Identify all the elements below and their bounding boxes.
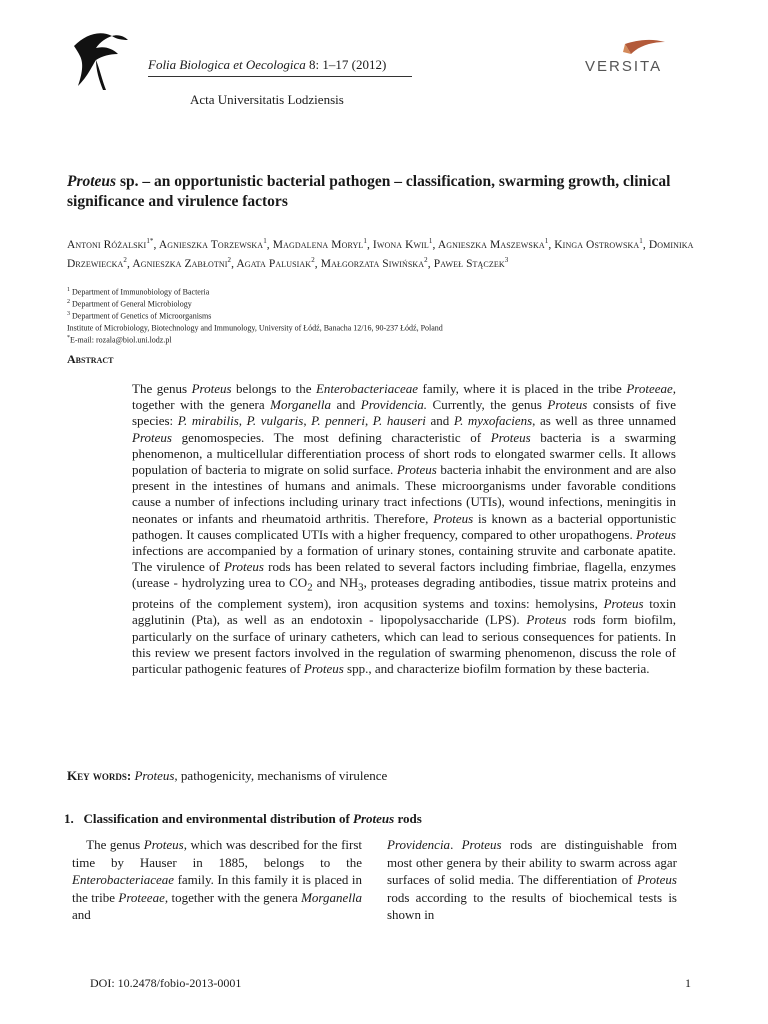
affiliation: $^3$ Department of Genetics of Microorganisms <box>67 311 212 321</box>
author: Antoni Różalski <box>67 238 147 251</box>
keywords-label: Key words: <box>67 768 132 783</box>
journal-bird-logo <box>66 26 146 92</box>
body-column-left: The genus Proteus, which was described for the first time by Hauser in 1885, belongs to the Enterobacteriaceae family. In this family it is placed in the tribe Proteeae, together with the genera Morganella and <box>72 837 363 922</box>
page-number: 1 <box>685 976 691 990</box>
author: Magdalena Moryl <box>272 238 364 251</box>
abstract-heading: Abstract <box>67 352 114 366</box>
title-italic: Proteus <box>67 173 117 190</box>
author: Dominika Drzewiecka <box>67 238 694 270</box>
university-name: Acta Universitatis Lodziensis <box>190 92 344 107</box>
author-list: Antoni Różalski$^{1*}$, Agnieszka Torzewska$^1$, Magdalena Moryl$^1$, Iwona Kwil$^1$, Agnieszka Maszewska$^1$, Kinga Ostrowska$^1$, Dominika Drzewiecka$^2$, Agnieszka Zabłotni$^2$, Agata Palusiak$^2$, Małgorzata Siwińska$^2$, Paweł Stączek$^3$ <box>67 237 694 270</box>
affiliation: $^1$ Department of Immunobiology of Bacteria <box>67 287 210 297</box>
doi: DOI: 10.2478/fobio-2013-0001 <box>90 976 242 990</box>
author: Paweł Stączek <box>433 257 505 270</box>
journal-issue: 8: 1–17 (2012) <box>305 57 387 72</box>
journal-underline <box>148 76 412 77</box>
author: Iwona Kwil <box>372 238 429 251</box>
title-rest: sp. – an opportunistic bacterial pathogen – classification, swarming growth, clinical significance and virulence factors <box>67 173 671 210</box>
corresponding-email: *E-mail: rozala@biol.uni.lodz.pl <box>67 335 172 345</box>
author: Agata Palusiak <box>236 257 312 270</box>
author: Agnieszka Torzewska <box>158 238 264 251</box>
author: Kinga Ostrowska <box>554 238 640 251</box>
author: Agnieszka Zabłotni <box>132 257 228 270</box>
author: Małgorzata Siwińska <box>320 257 425 270</box>
affiliation-institute: Institute of Microbiology, Biotechnology and Immunology, University of Łódź, Banacha 12/16, 90-237 Łódź, Poland <box>67 323 443 333</box>
versita-logo-text: VERSITA <box>585 58 663 75</box>
keywords: Key words: Proteus, pathogenicity, mechanisms of virulence <box>67 768 388 783</box>
section-heading: 1. Classification and environmental distribution of Proteus rods <box>64 811 422 826</box>
author: Agnieszka Maszewska <box>437 238 545 251</box>
affiliation: $^2$ Department of General Microbiology <box>67 299 192 309</box>
article-title <box>67 172 707 212</box>
journal-name: Folia Biologica et Oecologica <box>148 57 306 72</box>
abstract-body: The genus Proteus belongs to the Enterobacteriaceae family, where it is placed in the tribe Proteeae, together with the genera Morganella and Providencia. Currently, the genus Proteus consists of five species: P. mirabilis, P. vulgaris, P. penneri, P. hauseri and P. myxofaciens, as well as three unnamed Proteus genomospecies. The most defining characteristic of Proteus bacteria is a swarming phenomenon, a multicellular differentiation process of short rods to elongated swarmer cells. It allows population of bacteria to migrate on solid surface. Proteus bacteria inhabit the environment and are also present in the intestines of humans and animals. These microorganisms under favorable conditions cause a number of infections including urinary tract infections (UTIs), wound infections, meningitis in neonates or infants and rheumatoid arthritis. Therefore, Proteus is known as a bacterial opportunistic pathogen. It causes complicated UTIs with a higher frequency, compared to other uropathogens. Proteus infections are accompanied by a formation of urinary stones, containing struvite and carbonate apatite. The virulence of Proteus rods has been related to several factors including fimbriae, flagella, enzymes (urease - hydrolyzing urea to $CO_2$ and $NH_3$, proteases degrading antibodies, tissue matrix proteins and proteins of the complement system), iron acqusition systems and toxins: hemolysins, Proteus toxin agglutinin (Pta), as well as an endotoxin - lipopolysaccharide (LPS). Proteus rods form biofilm, particularly on the surface of urinary catheters, which can lead to serious consequences for patients. In this review we present factors involved in the regulation of swarming phenomenon, discuss the role of particular pathogenic features of Proteus spp., and characterize biofilm formation by these bacteria. <box>132 381 677 677</box>
journal-citation <box>148 57 386 73</box>
body-column-right: Providencia. Proteus rods are distinguishable from most other genera by their ability to swarm across agar surfaces of solid media. The differentiation of Proteus rods according to the results of biochemical tests is shown in <box>387 837 677 922</box>
